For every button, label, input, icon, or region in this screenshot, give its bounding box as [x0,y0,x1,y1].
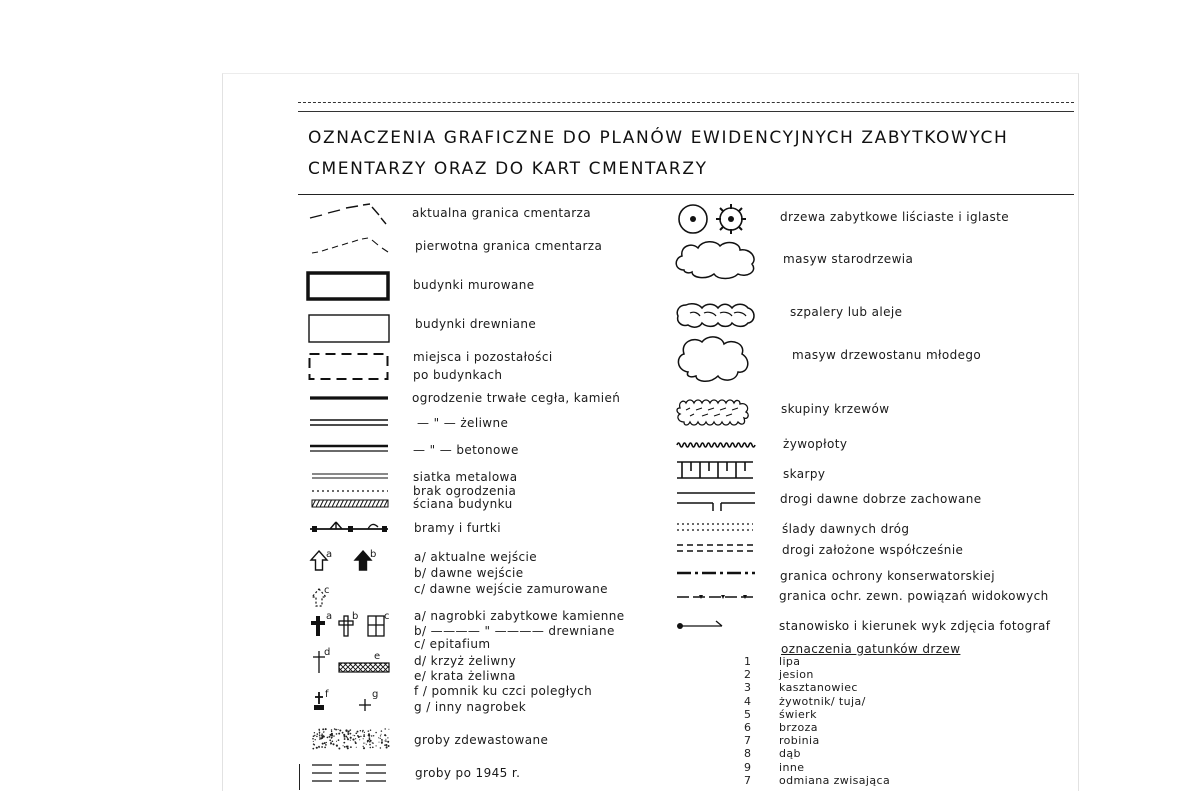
label-shrub-groups: skupiny krzewów [781,402,890,416]
top-rule [298,111,1074,112]
hedges-symbol [677,440,755,450]
letter-a-entrance: a [326,549,333,560]
species-header: oznaczenia gatunków drzew [781,642,961,656]
label-gates: bramy i furtki [414,521,502,535]
visual-links-boundary-symbol [677,592,757,602]
species-number: 8 [744,747,751,761]
label-memorial: f / pomnik ku czci poległych [414,684,593,698]
label-former-entrance: b/ dawne wejście [414,566,524,580]
species-name: odmiana zwisająca [779,773,891,787]
label-fence-iron: — " — żeliwne [417,416,509,430]
label-epitaph: c/ epitafium [414,637,491,651]
label-road-traces: ślady dawnych dróg [782,522,910,536]
legend-title-line-1: OZNACZENIA GRAFICZNE DO PLANÓW EWIDENCYJNYCH ZABYTKOWYCH [308,128,1009,148]
label-brick-buildings: budynki murowane [413,278,535,292]
species-name: lipa [779,655,801,668]
old-roads-symbol [677,490,757,512]
epitaph-icon [366,614,386,638]
species-name: żywotnik/ tuja/ [779,694,866,708]
label-wooden-buildings: budynki drewniane [415,317,537,331]
fence-concrete-symbol [310,444,390,454]
gates-symbol [310,519,392,535]
species-name: świerk [779,707,817,721]
species-number: 1 [744,655,751,668]
old-trees-mass-icon [674,240,760,280]
conservation-boundary-symbol [677,569,757,577]
current-boundary-symbol [308,202,388,228]
fence-brick-symbol [310,394,390,402]
post-1945-graves-symbol [312,762,388,788]
label-historic-trees: drzewa zabytkowe liściaste i iglaste [780,210,1010,224]
label-building-wall: ściana budynku [413,497,513,511]
letter-a-tomb: a [326,611,333,622]
road-traces-symbol [677,522,755,532]
label-iron-cross: d/ krzyż żeliwny [414,654,517,668]
species-name: kasztanowiec [779,681,858,695]
metal-mesh-symbol [312,472,390,480]
title-rule [298,194,1074,195]
letter-c-entrance: c [324,585,330,596]
letter-f: f [325,689,329,700]
other-tombstone-icon [358,698,372,712]
letter-b-entrance: b [370,549,377,560]
label-old-trees-mass: masyw starodrzewia [783,252,914,266]
label-other-tombstone: g / inny nagrobek [414,700,527,714]
young-trees-mass-icon [674,334,752,384]
species-number: 5 [744,707,751,721]
label-post-1945-graves: groby po 1945 r. [415,766,521,780]
building-wall-symbol [312,499,390,509]
species-number: 9 [744,760,751,774]
devastated-graves-symbol [312,727,392,751]
species-number: 7 [744,773,751,787]
label-visual-links-boundary: granica ochr. zewn. powiązań widokowych [779,589,1049,603]
no-fence-symbol [312,488,390,494]
label-young-trees-mass: masyw drzewostanu młodego [792,348,982,362]
historic-trees-icon [676,202,754,236]
label-current-boundary: aktualna granica cmentarza [412,206,592,220]
fence-iron-symbol [310,418,390,428]
building-remains-symbol [308,352,390,382]
label-slopes: skarpy [783,467,826,481]
species-number: 6 [744,721,751,734]
label-photo-position: stanowisko i kierunek wyk zdjęcia fotograf [779,619,1051,633]
letter-g: g [372,689,379,700]
label-building-remains-1: miejsca i pozostałości [413,350,553,364]
label-walled-entrance: c/ dawne wejście zamurowane [414,582,608,596]
species-number: 7 [744,734,751,748]
top-dashed-rule [298,102,1074,103]
shrub-groups-icon [676,396,752,430]
species-name: inne [779,760,805,774]
label-conservation-boundary: granica ochrony konserwatorskiej [780,569,995,583]
label-stone-tombstones: a/ nagrobki zabytkowe kamienne [414,609,625,623]
label-iron-railing: e/ krata żeliwna [414,669,516,683]
wooden-building-symbol [308,314,390,344]
letter-b-tomb: b [352,611,359,622]
letter-c-tomb: c [384,611,390,622]
label-tree-rows: szpalery lub aleje [790,305,903,319]
brick-building-symbol [306,271,390,301]
species-number: 4 [744,694,751,708]
left-margin-rule [299,764,300,790]
species-name: dąb [779,747,801,761]
species-name: robinia [779,734,820,748]
label-metal-mesh: siatka metalowa [413,470,518,484]
label-devastated-graves: groby zdewastowane [414,733,549,747]
tree-rows-icon [676,300,756,330]
species-name: brzoza [779,721,818,734]
legend-title-line-2: CMENTARZY ORAZ DO KART CMENTARZY [308,159,708,179]
label-building-remains-2: po budynkach [413,368,503,382]
species-number: 2 [744,668,751,682]
label-wooden-tombstones: b/ ———— " ———— drewniane [414,624,615,638]
species-number: 3 [744,681,751,695]
label-old-roads: drogi dawne dobrze zachowane [780,492,982,506]
label-no-fence: brak ogrodzenia [413,484,517,498]
species-name: jesion [779,668,814,682]
letter-d: d [324,647,331,658]
label-hedges: żywopłoty [783,437,848,451]
label-new-roads: drogi założone współcześnie [782,543,964,557]
letter-e: e [374,651,381,662]
label-fence-concrete: — " — betonowe [413,443,519,457]
iron-railing-icon [338,662,392,674]
label-original-boundary: pierwotna granica cmentarza [415,239,603,253]
photo-position-symbol [676,618,728,632]
label-fence-brick: ogrodzenie trwałe cegła, kamień [412,391,621,405]
stone-tombstone-icon [310,614,326,638]
new-roads-symbol [677,543,755,553]
label-current-entrance: a/ aktualne wejście [414,550,538,564]
slopes-symbol [677,459,755,481]
document-sheet [222,73,1079,791]
original-boundary-symbol [310,236,390,256]
